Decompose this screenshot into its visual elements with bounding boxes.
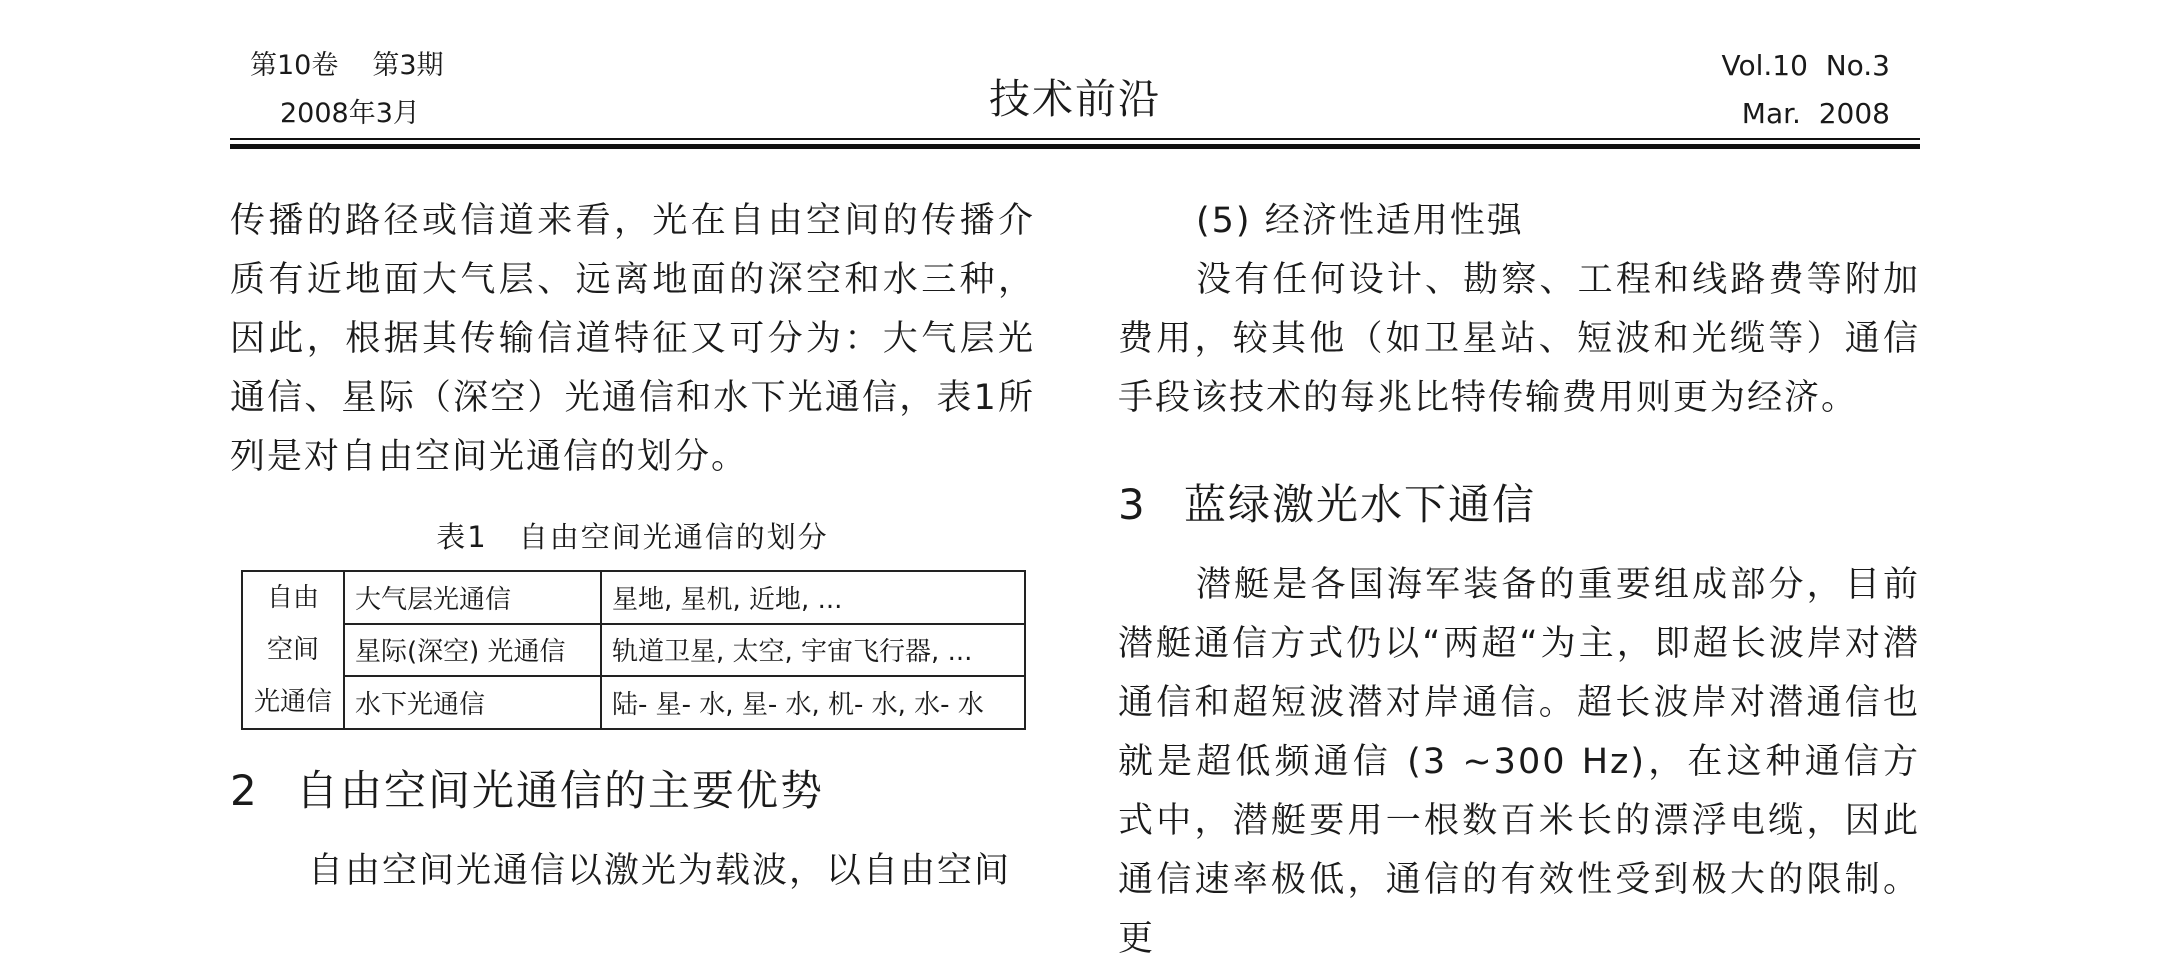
volume-number: 第10卷 — [250, 50, 339, 81]
section-number: 2 — [230, 766, 259, 815]
publication-date-en: Mar. 2008 — [1741, 97, 1890, 130]
item-5-heading: (5) 经济性适用性强 — [1196, 201, 1524, 241]
issue-number: 第3期 — [372, 50, 444, 81]
section-3-heading — [1118, 472, 1920, 532]
row-header-line: 光通信 — [253, 687, 332, 717]
header-right — [1721, 42, 1890, 138]
publication-date-cn: 2008年3月 — [280, 98, 420, 129]
left-paragraph-2: 自由空间光通信以激光为载波，以自由空间 — [308, 851, 1012, 891]
row-header-line: 空间 — [266, 635, 319, 665]
header-rule-thick — [230, 144, 1920, 149]
journal-header — [230, 30, 1920, 150]
table-row — [242, 571, 1025, 624]
right-column — [1118, 192, 1920, 969]
section-number: 3 — [1118, 480, 1147, 529]
section-title: 技术前沿 — [989, 75, 1161, 123]
section-title-text: 蓝绿激光水下通信 — [1184, 480, 1537, 529]
section-title-text: 自由空间光通信的主要优势 — [296, 766, 825, 815]
classification-table — [241, 570, 1026, 730]
table-cell-type: 星际(深空) 光通信 — [344, 624, 601, 677]
left-paragraph-1: 传播的路径或信道来看，光在自由空间的传播介质有近地面大气层、远离地面的深空和水三种，因此，根据其传输信道特征又可分为：大气层光通信、星际（深空）光通信和水下光通信，表1所列是对自由空间光通信的划分。 — [230, 201, 1035, 477]
table-row — [242, 676, 1025, 729]
table-caption: 表1 自由空间光通信的划分 — [436, 520, 829, 554]
table-row — [242, 624, 1025, 677]
right-paragraph-1: 没有任何设计、勘察、工程和线路费等附加费用，较其他（如卫星站、短波和光缆等）通信手段该技术的每兆比特传输费用则更为经济。 — [1118, 260, 1920, 418]
table-row-header — [242, 571, 344, 729]
right-paragraph-2: 潜艇是各国海军装备的重要组成部分，目前潜艇通信方式仍以“两超“为主，即超长波岸对潜通信和超短波潜对岸通信。超长波岸对潜通信也就是超低频通信 (3 ~300 Hz)，在这种通信方式中，潜艇要用一根数百米长的漂浮电缆，因此通信速率极低，通信的有效性受到极大的限制。更 — [1118, 565, 1920, 959]
table-cell-type: 大气层光通信 — [344, 571, 601, 624]
volume-issue-en: Vol.10 No.3 — [1721, 49, 1890, 82]
table-cell-examples: 陆- 星- 水, 星- 水, 机- 水, 水- 水 — [601, 676, 1025, 729]
left-column — [230, 192, 1035, 901]
section-2-heading — [230, 758, 1035, 818]
row-header-line: 自由 — [266, 583, 319, 613]
table-cell-type: 水下光通信 — [344, 676, 601, 729]
table-cell-examples: 星地, 星机, 近地, ... — [601, 571, 1025, 624]
header-rule-thin — [230, 138, 1920, 140]
table-cell-examples: 轨道卫星, 太空, 宇宙飞行器, ... — [601, 624, 1025, 677]
